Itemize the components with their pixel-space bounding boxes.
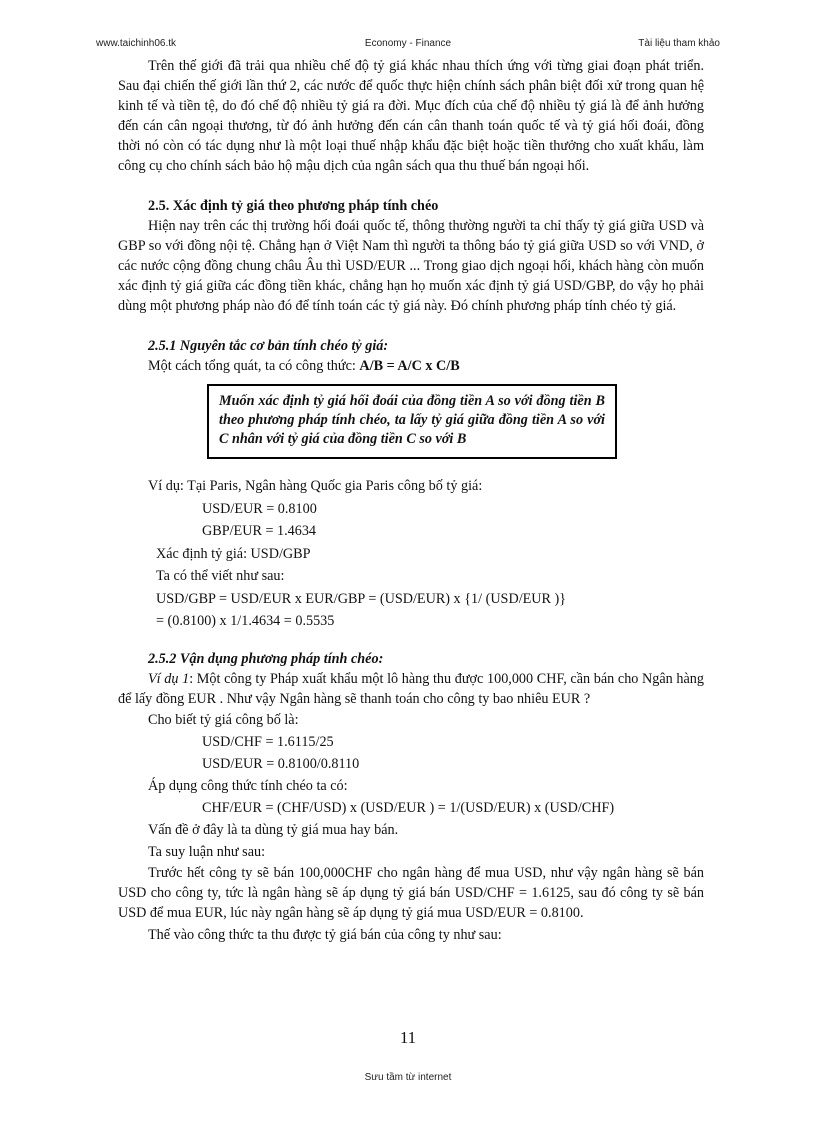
determine-rate: Xác định tỷ giá: USD/GBP — [156, 545, 311, 562]
calc-line-2: = (0.8100) x 1/1.4634 = 0.5535 — [156, 613, 335, 629]
rate-usd-eur-2: USD/EUR = 0.8100/0.8110 — [202, 755, 360, 772]
rate-gbp-eur: GBP/EUR = 1.4634 — [202, 523, 317, 539]
intro-paragraph: Trên thế giới đã trải qua nhiều chế độ tỷ giá khác nhau thích ứng với từng giai đoạn phát triển. Sau đại chiến thế giới lần thứ 2, các nước để quốc thực hiện chính sách phân biệt đối xử trong quan hệ kinh tế và tiền tệ, do đó chế độ nhiều tỷ giá ra đời. Mục đích của chế độ nhiều tỷ giá là để ảnh hưởng đến cán cân ngoại thương, từ đó ảnh hưởng đến cán cân thanh toán quốc tế và tỷ giá hối đoái, đồng thời nó còn có tác dụng như là một loại thuế nhập khẩu đặc biệt hoặc tiền thưởng cho xuất khẩu, làm công cụ cho chính sách bảo hộ mậu dịch của ngân sách qua thu thuế bán ngoại hối. — [118, 58, 704, 174]
page-number: 11 — [399, 1028, 417, 1047]
header-website: www.taichinh06.tk — [96, 38, 177, 49]
substitute-line: Thế vào công thức ta thu được tỷ giá bán của công ty như sau: — [148, 926, 502, 943]
can-write: Ta có thể viết như sau: — [156, 568, 285, 584]
example-1-text: : Một công ty Pháp xuất khẩu một lô hàng thu được 100,000 CHF, cần bán cho Ngân hàng để lấy đồng EUR . Như vậy Ngân hàng sẽ thanh toán cho công ty bao nhiêu EUR ? — [118, 670, 704, 707]
section-2-5-paragraph: Hiện nay trên các thị trường hối đoái quốc tế, thông thường người ta chỉ thấy tỷ giá giữa USD và GBP so với đồng nội tệ. Chẳng hạn ở Việt Nam thì người ta thông báo tỷ giá giữa USD so với VND, ở các nước cộng đồng chung châu Âu thì USD/EUR ... Trong giao dịch ngoại hối, khách hàng còn muốn xác định tỷ giá giữa các đồng tiền khác, chẳng hạn họ muốn xác định tỷ giá USD/GBP, do vậy họ phải dùng một phương pháp nào đó để tính toán các tỷ giá này. Đó chính phương pháp tính chéo tỷ giá. — [118, 218, 704, 314]
cross-rate-formula: A/B = A/C x C/B — [359, 358, 460, 374]
footer-source: Sưu tầm từ internet — [364, 1072, 452, 1083]
example-1-label: Ví dụ 1 — [148, 670, 190, 687]
rate-usd-chf: USD/CHF = 1.6115/25 — [202, 733, 334, 750]
apply-formula: Áp dụng công thức tính chéo ta có: — [148, 777, 348, 794]
reasoning-paragraph: Trước hết công ty sẽ bán 100,000CHF cho ngân hàng để mua USD, như vậy ngân hàng sẽ bán USD cho công ty, tức là ngân hàng sẽ áp dụng tỷ giá bán USD/CHF = 1.6125, sau đó công ty sẽ bán USD để mua EUR, lúc này ngân hàng sẽ áp dụng tỷ giá mua USD/EUR = 0.8100. — [118, 864, 704, 921]
section-heading-2-5-1: 2.5.1 Nguyên tắc cơ bản tính chéo tỷ giá: — [148, 338, 389, 354]
calc-line-1: USD/GBP = USD/EUR x EUR/GBP = (USD/EUR) x {1/ (USD/EUR )} — [156, 590, 567, 607]
formula-line — [118, 356, 704, 376]
chf-eur-formula: CHF/EUR = (CHF/USD) x (USD/EUR ) = 1/(USD/EUR) x (USD/CHF) — [202, 799, 615, 816]
announced-rates: Cho biết tỷ giá công bố là: — [148, 711, 299, 728]
formula-intro: Một cách tổng quát, ta có công thức: — [148, 358, 360, 374]
header-doc-type: Tài liệu tham khảo — [638, 38, 720, 49]
page-content — [118, 56, 704, 947]
header-topic: Economy - Finance — [364, 38, 452, 49]
issue-line: Vấn đề ở đây là ta dùng tỷ giá mua hay bán. — [148, 821, 399, 838]
example-1-paragraph — [118, 669, 704, 709]
section-heading-2-5-2: 2.5.2 Vận dụng phương pháp tính chéo: — [148, 650, 384, 667]
rule-box: Muốn xác định tỷ giá hối đoái của đồng tiền A so với đồng tiền B theo phương pháp tính chéo, ta lấy tỷ giá giữa đồng tiền A so với C nhân với tỷ giá của đồng tiền C so với B — [207, 384, 617, 459]
rate-usd-eur: USD/EUR = 0.8100 — [202, 500, 317, 517]
example-intro: Ví dụ: Tại Paris, Ngân hàng Quốc gia Paris công bố tỷ giá: — [148, 478, 483, 494]
reason-line: Ta suy luận như sau: — [148, 843, 266, 860]
section-heading-2-5: 2.5. Xác định tỷ giá theo phương pháp tính chéo — [148, 198, 439, 214]
